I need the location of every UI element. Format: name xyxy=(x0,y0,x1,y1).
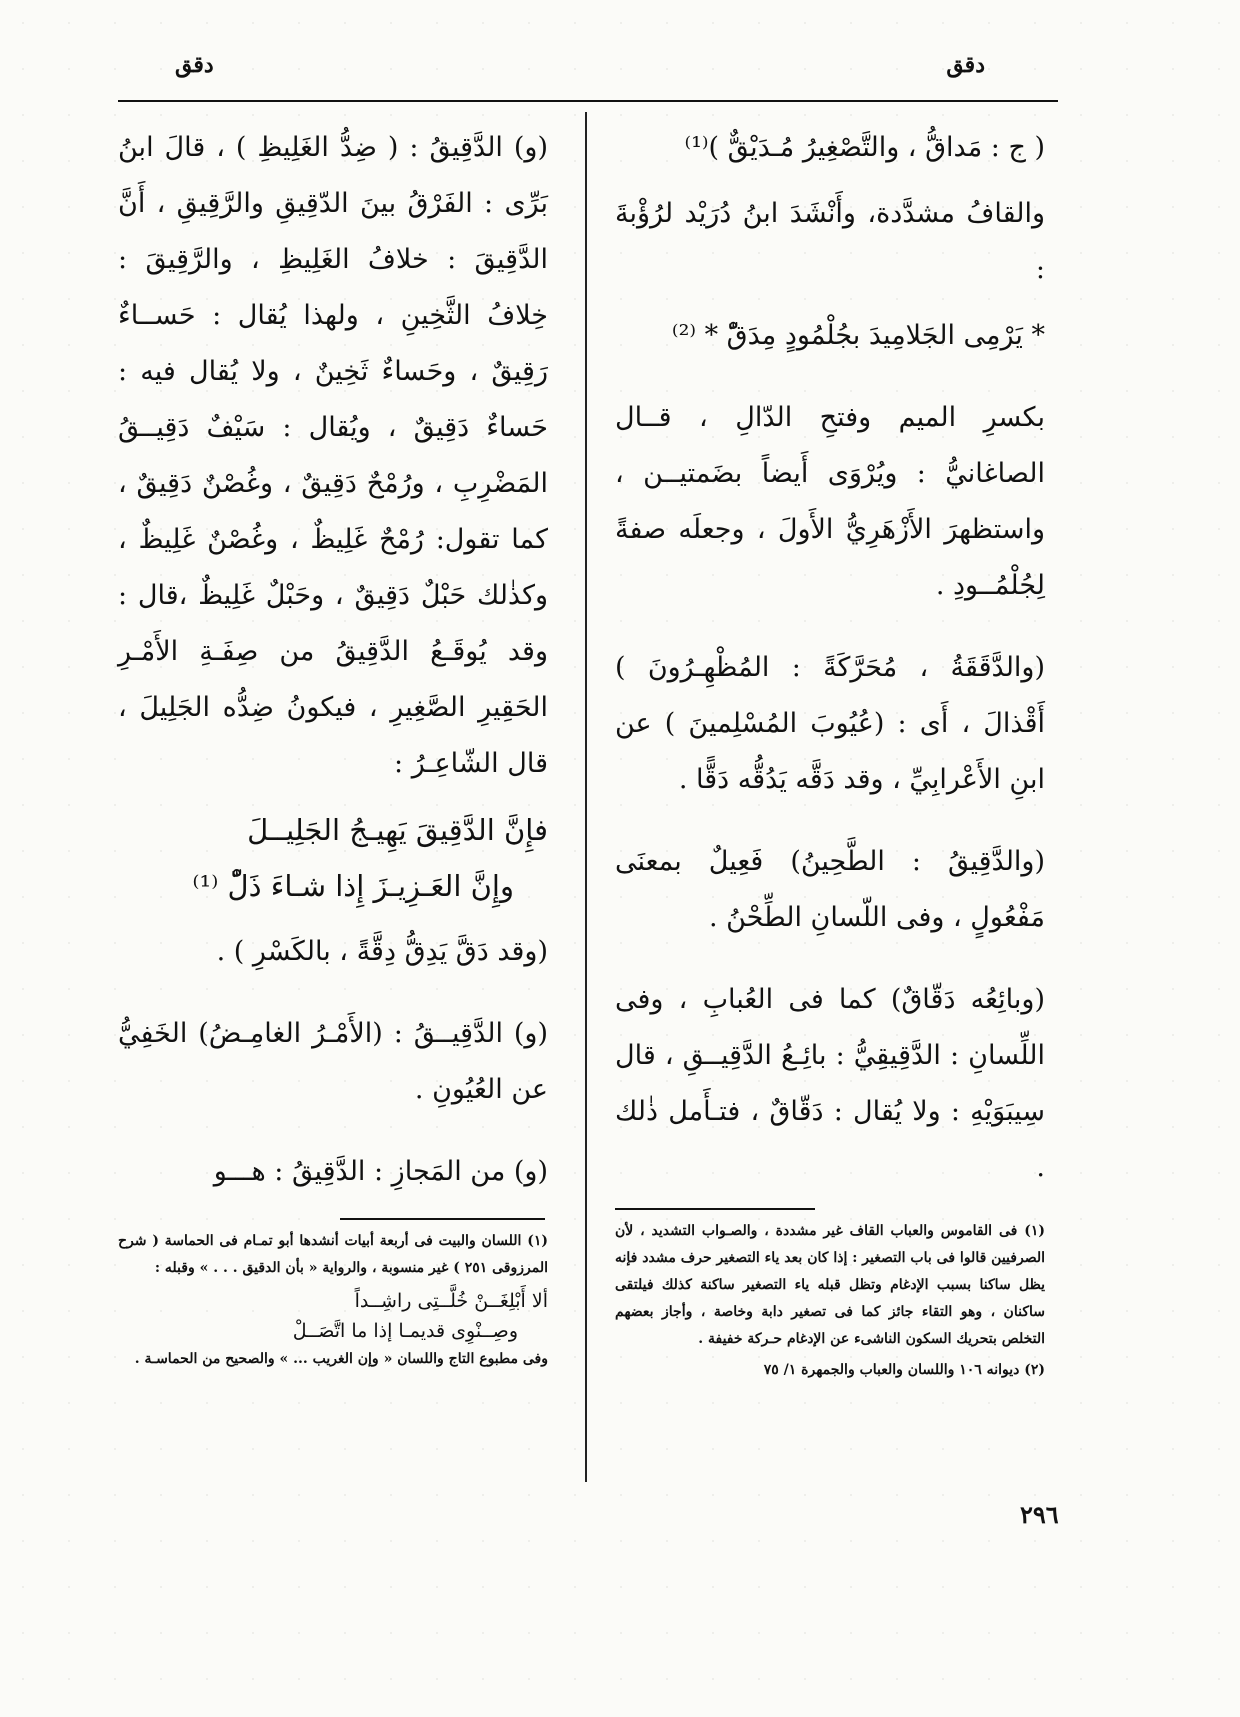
left-column xyxy=(118,120,548,1226)
entry-paragraph: ( ج : مَداقُّ ، والتَّصْغِيرُ مُـدَيْقٌّ )⁽¹⁾ xyxy=(684,132,1045,163)
entry-paragraph: بكسرِ الميم وفتحِ الدّالِ ، قــال الصاغانيُّ : ويُرْوَى أَيضاً بضَمتيــن ، واستظهرَ الأَزْهَرِيُّ الأَولَ ، وجعلَه صفةً لِجُلْمُــودِ . xyxy=(615,402,1045,601)
running-header-right: دقق xyxy=(946,52,985,78)
quoted-verse: * يَرْمِى الجَلامِيدَ بجُلْمُودٍ مِدَقّْ * ⁽²⁾ xyxy=(671,320,1045,351)
footnote-verse-line-1: ألا أَبْلِغَــنْ خُلَّــتِى راشِــداً xyxy=(354,1290,548,1312)
poem-verse xyxy=(118,802,548,914)
entry-paragraph: (والدَّقَقَةُ ، مُحَرَّكَةً : المُظْهِـرُونَ ) أَقْذالَ ، أَى : (عُيُوبَ المُسْلِمينَ ) عن ابنِ الأَعْرابِيِّ ، وقد دَقَّه يَدُقُّه دَقًّا . xyxy=(615,652,1045,795)
running-header-left: دقق xyxy=(175,52,214,78)
entry-paragraph: (و) الدَّقِيقُ : ( ضِدُّ الغَلِيظِ ) ، قالَ ابنُ بَرِّى : الفَرْقُ بينَ الدّقِيقِ والرَّقِيقِ ، أَنَّ الدَّقِيقَ : خلافُ الغَلِيظِ ، والرَّقِيقَ : خِلافُ الثَّخِينِ ، ولهذا يُقال : حَســاءٌ رَقِيقٌ ، وحَساءٌ ثَخِينٌ ، ولا يُقال فيه : حَساءٌ دَقِيقٌ ، ويُقال : سَيْفٌ دَقِيــقُ المَضْرِبِ ، ورُمْحٌ دَقِيقٌ ، وغُصْنٌ دَقِيقٌ ، كما تقول: رُمْحٌ غَلِيظٌ ، وغُصْنٌ غَلِيظٌ ، وكذٰلك حَبْلٌ دَقِيقٌ ، وحَبْلٌ غَلِيظٌ ،قال : وقد يُوقَـعُ الدَّقِيقُ من صِفَـةِ الأَمْـرِ الحَقِيرِ الصَّغِيرِ ، فيكونُ ضِدُّه الجَلِيلَ ، قال الشّاعِـرُ : xyxy=(118,132,548,779)
right-column xyxy=(615,120,1045,1222)
footnote: (٢) ديوانه ١٠٦ واللسان والعباب والجمهرة ١/ ٧٥ xyxy=(763,1362,1045,1378)
footnote: وفى مطبوع التاج واللسان « وإن الغريب ... » والصحيح من الحماسـة . xyxy=(134,1351,548,1367)
verse-line-1: فإِنَّ الدَّقِيقَ يَهِيـجُ الجَلِيــلَ xyxy=(247,813,548,847)
footnote: (١) فى القاموس والعباب القاف غير مشددة ، والصـواب التشديد ، لأن الصرفيين قالوا فى باب التصغير : إذا كان بعد ياء التصغير حرف مشدد فإنه يظل ساكنا بسبب الإدغام وتظل قبله ياء التصغير ساكنة كذلك فيلتقى ساكنان ، وهو التقاء جائز كما فى تصغير دابة وخاصة ، وأجاز بعضهم التخلص بتحريك السكون الناشىء عن الإدغام حـركة خفيفة . xyxy=(615,1223,1045,1347)
entry-paragraph: والقافُ مشدَّدة، وأَنْشَدَ ابنُ دُرَيْد لرُؤْبةَ : xyxy=(615,198,1045,285)
footnote-verse xyxy=(118,1286,548,1346)
header-rule xyxy=(118,100,1058,102)
entry-paragraph: (وبائِعُه دَقّاقٌ) كما فى العُبابِ ، وفى اللِّسانِ : الدَّقِيقِيُّ : بائِـعُ الدَّقِيــقِ ، قال سِيبَوَيْهِ : ولا يُقال : دَقّاقٌ ، فتـأَمل ذٰلك . xyxy=(615,984,1045,1183)
page-number: ٢٩٦ xyxy=(1020,1500,1059,1529)
footnote-verse-line-2: وصِــنْوِى قديمـا إذا ما اتَّصَــلْ xyxy=(292,1320,518,1342)
column-divider xyxy=(585,112,587,1482)
footnote-rule-left xyxy=(340,1218,545,1220)
verse-line-2: وإِنَّ العَـزِيـزَ إِذا شـاءَ ذَلّْ ⁽¹⁾ xyxy=(192,869,514,903)
entry-paragraph: (وقد دَقَّ يَدِقُّ دِقَّةً ، بالكَسْرِ ) . xyxy=(216,936,548,967)
entry-paragraph: (والدَّقِيقُ : الطَّحِينُ) فَعِيلٌ بمعنَى مَفْعُولٍ ، وفى اللّسانِ الطِّحْنُ . xyxy=(615,846,1045,933)
entry-paragraph: (و) الدَّقِيــقُ : (الأَمْـرُ الغامِـضُ) الخَفِيُّ عن العُيُونِ . xyxy=(118,1018,548,1105)
footnotes-left xyxy=(118,1228,548,1377)
footnotes-right xyxy=(615,1218,1045,1388)
footnote-rule-right xyxy=(615,1208,815,1210)
footnote: (١) اللسان والبيت فى أربعة أبيات أنشدها أبو تمـام فى الحماسة ( شرح المرزوقى ٢٥١ ) غير منسوبة ، والرواية « بأن الدقيق . . . » وقبله : xyxy=(118,1233,548,1276)
entry-paragraph: (و) من المَجازِ : الدَّقِيقُ : هـــو xyxy=(213,1156,548,1187)
